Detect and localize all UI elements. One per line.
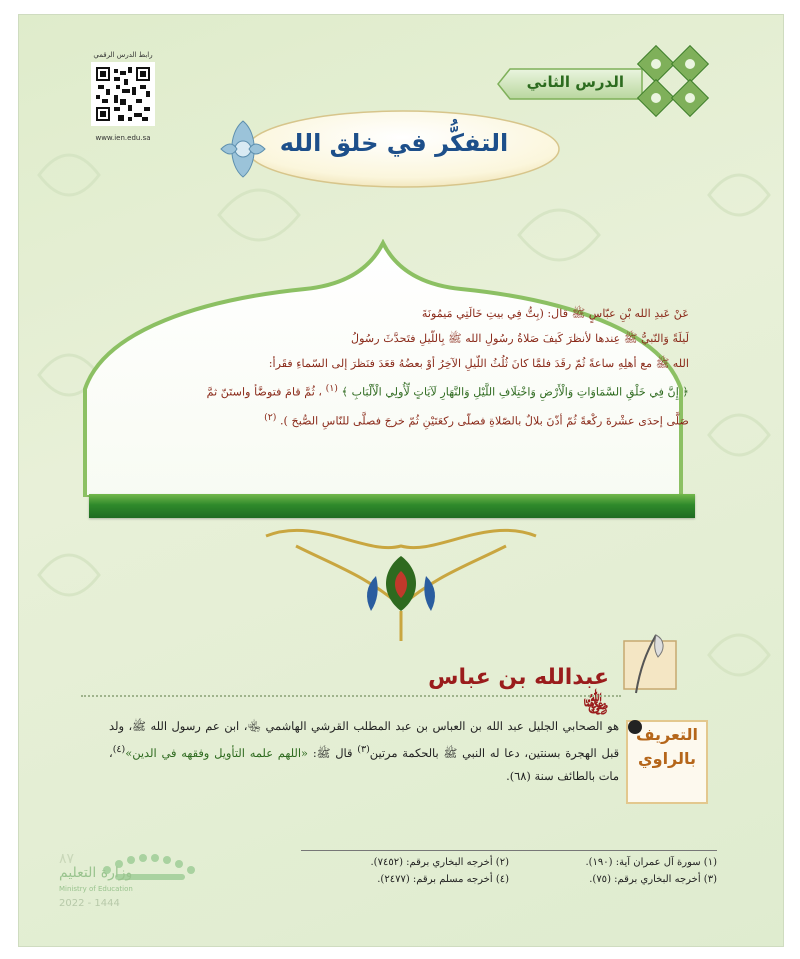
hadith-line-3: الله ﷺ مع أهلِهِ ساعةً ثُمّ رقَدَ فلمَّا كانَ ثُلُثُ اللّيلِ الآخِرُ أوْ بعضُهُ قعَدَ فنَظرَ إلى السّماءِ فقَرأ: — [268, 357, 689, 370]
bio-part-1: هو الصحابي الجليل عبد الله بن العباس بن عبد المطلب القرشي الهاشمي ﵄، ابن عم رسول الله ﷺ، ولد قبل الهجرة بسنتين، دعا له النبي ﷺ بالحكمة مرتين — [109, 719, 620, 760]
ministry-name-english: Ministry of Education — [59, 885, 133, 893]
hadith-line-2: لَيلَةً وَالنّبيُّ ﷺ عِندها لأنظرَ كَيفَ صَلاةُ رسُولِ الله ﷺ بِاللّيلِ فتَحدَّثَ رسُولُ — [350, 332, 689, 345]
prophet-supplication-quote: «اللهم علمه التأويل وفقهه في الدين» — [125, 745, 309, 760]
qr-url[interactable]: www.ien.edu.sa — [95, 134, 151, 142]
lesson-ornament-icon — [637, 45, 717, 125]
footnote-row — [301, 874, 717, 891]
textbook-page — [18, 14, 784, 947]
narrator-heading: عبدالله بن عباس ﵄ — [428, 665, 609, 717]
footnotes — [301, 857, 717, 891]
page-number: ٨٧ — [59, 851, 75, 867]
side-label-line-1: التعريف — [635, 725, 699, 744]
hadith-line-4: ، ثُمَّ قامَ فتوضَّأ واستَنّ ثمَّ — [206, 385, 323, 399]
green-divider-bar — [89, 494, 695, 518]
footnote-ref-4[interactable]: (٤) — [112, 744, 126, 755]
page-title: التفكُّر في خلق الله — [279, 129, 509, 157]
hadith-line-5: صَلَّى إحدَى عشْرةَ ركْعةً ثُمّ أذّنَ بلالٌ بالصّلاةِ فصلّى ركعَتَيْنِ ثُمّ خرجَ فصلَّى للنّاسِ الصُّبحَ ). — [280, 414, 689, 428]
narrator-bio — [109, 715, 619, 788]
side-label-line-2: بالراوي — [637, 749, 697, 768]
footnote-3: (٣) أخرجه البخاري برقم: (٧٥). — [589, 874, 717, 885]
footnote-rule — [301, 850, 717, 851]
arabesque-ornament — [256, 516, 546, 646]
footnote-2: (٢) أخرجه البخاري برقم: (٧٤٥٢). — [370, 857, 509, 868]
dotted-divider — [81, 695, 621, 697]
bio-part-3: ، مات بالطائف سنة (٦٨). — [109, 745, 619, 783]
edition-year: 2022 - 1444 — [59, 898, 120, 909]
quran-verse: ﴿ إِنَّ فِي خَلْقِ السَّمَاوَاتِ وَالْأَرْضِ وَاخْتِلَافِ اللَّيْلِ وَالنَّهَارِ لَآيَاتٍ لِّأُولِي الْأَلْبَابِ ﴾ — [341, 385, 689, 399]
lesson-label: الدرس الثاني — [526, 73, 624, 91]
bio-part-2: قال ﷺ: — [308, 745, 358, 760]
footnote-ref-2[interactable]: (٢) — [264, 411, 277, 423]
ministry-name: وزارة التعليم — [59, 865, 133, 881]
footnote-4: (٤) أخرجه مسلم برقم: (٢٤٧٧). — [377, 874, 509, 885]
qr-code-block[interactable] — [83, 51, 163, 142]
qr-caption: رابط الدرس الرقمي — [93, 51, 153, 59]
footnote-row — [301, 857, 717, 874]
footnote-ref-3[interactable]: (٣) — [357, 744, 370, 755]
hadith-text — [105, 301, 689, 433]
scroll-quill-icon — [616, 633, 686, 697]
footnote-ref-1[interactable]: (١) — [325, 383, 338, 394]
qr-code-icon[interactable] — [91, 62, 155, 126]
footnote-1: (١) سورة آل عمران آية: (١٩٠). — [585, 857, 717, 868]
narrator-side-label — [629, 723, 705, 771]
hadith-line-1: عَنْ عَبدِ الله بْنِ عبّاسٍ ﷺ قال: (بِتُّ فِي بيتِ خَالَتِي مَيمُونَةَ — [421, 307, 689, 320]
